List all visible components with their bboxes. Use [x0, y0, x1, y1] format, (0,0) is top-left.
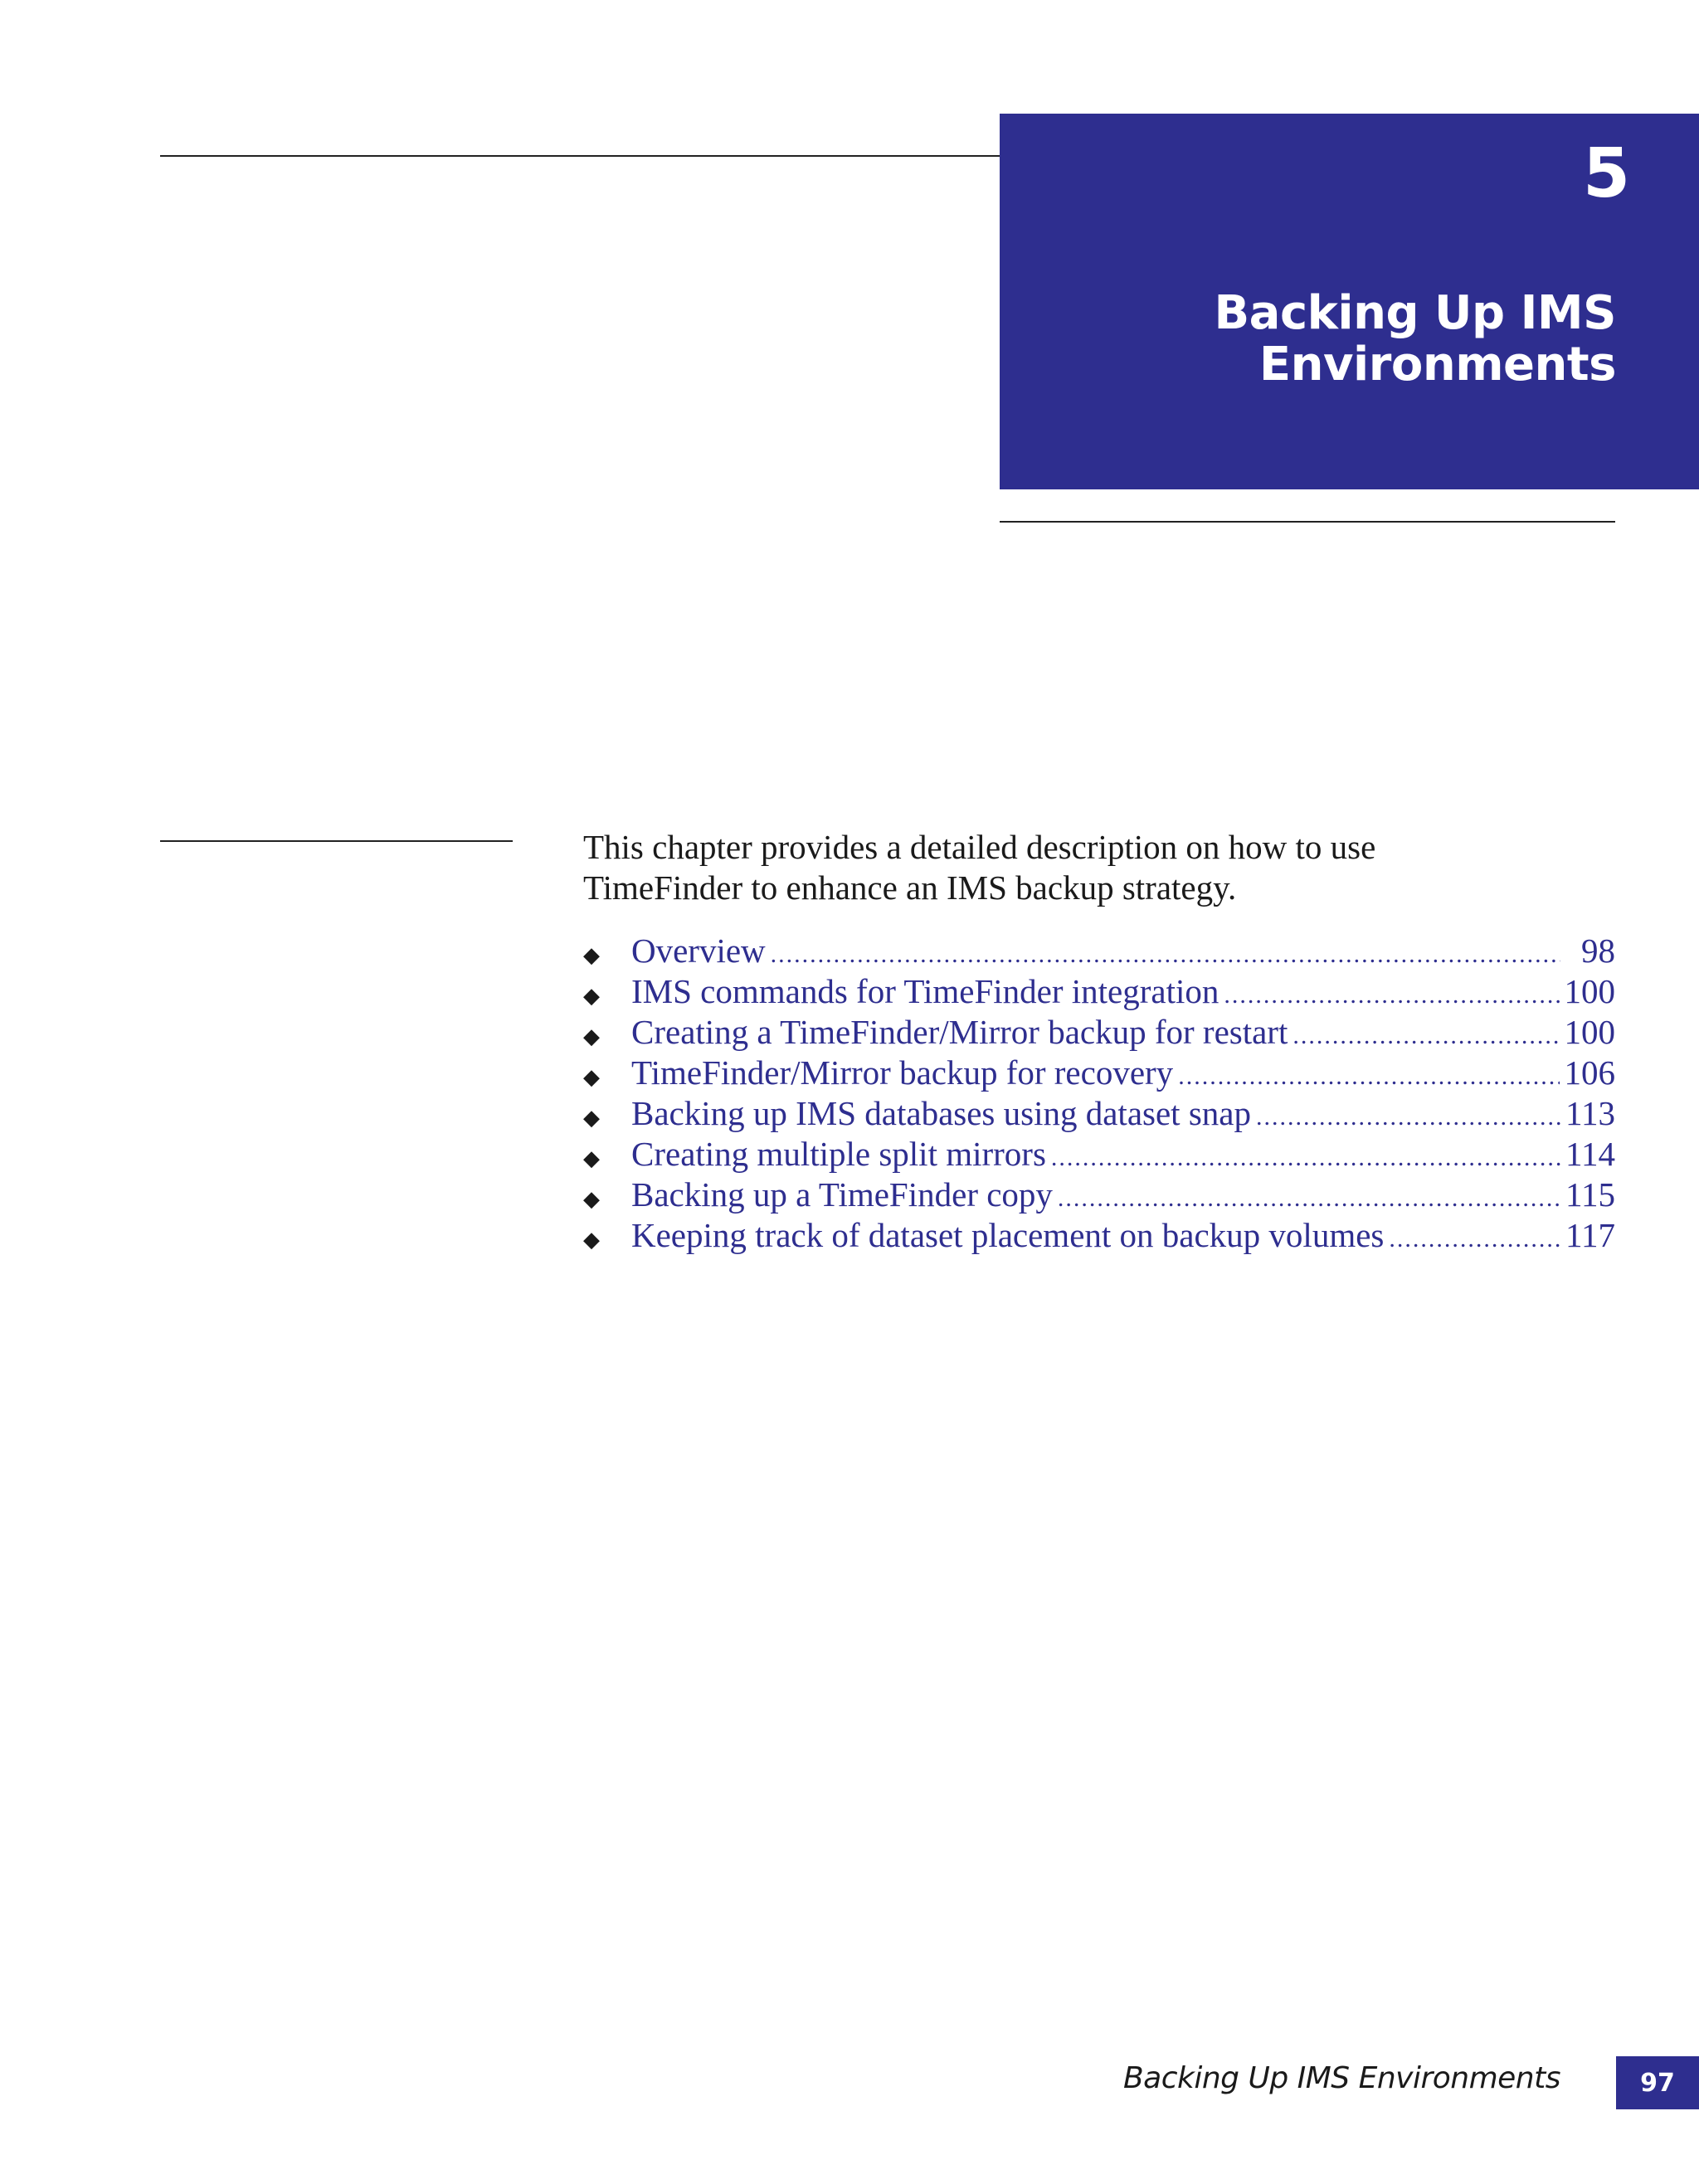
chapter-heading-block	[1000, 114, 1699, 489]
diamond-bullet-icon: ◆	[583, 1106, 600, 1131]
toc-entry-mirror-recovery[interactable]	[583, 1053, 1615, 1093]
chapter-title-line: Backing Up IMS	[1214, 286, 1616, 340]
toc-entry-overview[interactable]	[583, 931, 1615, 971]
dot-leader	[1256, 1097, 1560, 1137]
toc-entry-title[interactable]: Backing up a TimeFinder copy	[631, 1175, 1053, 1214]
dot-leader	[1293, 1015, 1559, 1056]
toc-entry-title[interactable]: Keeping track of dataset placement on backup volumes	[631, 1216, 1385, 1254]
chapter-title	[1214, 288, 1616, 391]
diamond-bullet-icon: ◆	[583, 984, 600, 1009]
toc-entry-page[interactable]: 114	[1565, 1135, 1615, 1173]
toc-entry-split-mirrors[interactable]	[583, 1134, 1615, 1175]
diamond-bullet-icon: ◆	[583, 943, 600, 968]
diamond-bullet-icon: ◆	[583, 1065, 600, 1090]
intro-line: This chapter provides a detailed description on how to use	[583, 828, 1376, 866]
chapter-title-line: Environments	[1258, 338, 1616, 392]
toc-entry-ims-commands[interactable]	[583, 971, 1615, 1012]
toc-entry-mirror-restart[interactable]	[583, 1012, 1615, 1053]
toc-entry-page[interactable]: 113	[1565, 1094, 1615, 1132]
toc-entry-dataset-placement[interactable]	[583, 1215, 1615, 1256]
toc-entry-title[interactable]: IMS commands for TimeFinder integration	[631, 972, 1219, 1010]
diamond-bullet-icon: ◆	[583, 1228, 600, 1253]
dot-leader	[1224, 975, 1559, 1015]
toc-entry-timefinder-copy[interactable]	[583, 1175, 1615, 1215]
chapter-contents-list	[583, 931, 1615, 1256]
toc-entry-page[interactable]: 100	[1564, 1013, 1615, 1051]
toc-entry-page[interactable]: 100	[1564, 972, 1615, 1010]
toc-entry-dataset-snap[interactable]	[583, 1093, 1615, 1134]
toc-entry-title[interactable]: TimeFinder/Mirror backup for recovery	[631, 1053, 1174, 1092]
toc-entry-title[interactable]: Overview	[631, 931, 766, 970]
dot-leader	[771, 934, 1560, 975]
intro-side-rule	[160, 840, 513, 842]
toc-entry-title[interactable]: Creating a TimeFinder/Mirror backup for restart	[631, 1013, 1288, 1051]
diamond-bullet-icon: ◆	[583, 1146, 600, 1171]
page-number: 97	[1640, 2068, 1675, 2098]
toc-entry-page[interactable]: 117	[1565, 1216, 1615, 1254]
toc-entry-page[interactable]: 115	[1565, 1175, 1615, 1214]
dot-leader	[1389, 1218, 1560, 1259]
chapter-block-underline	[1000, 521, 1615, 523]
dot-leader	[1051, 1137, 1560, 1178]
toc-entry-title[interactable]: Creating multiple split mirrors	[631, 1135, 1046, 1173]
toc-entry-page[interactable]: 106	[1564, 1053, 1615, 1092]
toc-entry-title[interactable]: Backing up IMS databases using dataset snap	[631, 1094, 1251, 1132]
dot-leader	[1178, 1056, 1559, 1097]
chapter-number: 5	[1582, 134, 1630, 213]
intro-line: TimeFinder to enhance an IMS backup strategy.	[583, 868, 1237, 907]
diamond-bullet-icon: ◆	[583, 1024, 600, 1049]
page-number-badge	[1616, 2056, 1699, 2109]
toc-entry-page[interactable]: 98	[1581, 931, 1615, 970]
chapter-intro	[583, 827, 1620, 908]
dot-leader	[1058, 1178, 1560, 1218]
diamond-bullet-icon: ◆	[583, 1187, 600, 1212]
running-footer-title: Backing Up IMS Environments	[1122, 2061, 1560, 2095]
